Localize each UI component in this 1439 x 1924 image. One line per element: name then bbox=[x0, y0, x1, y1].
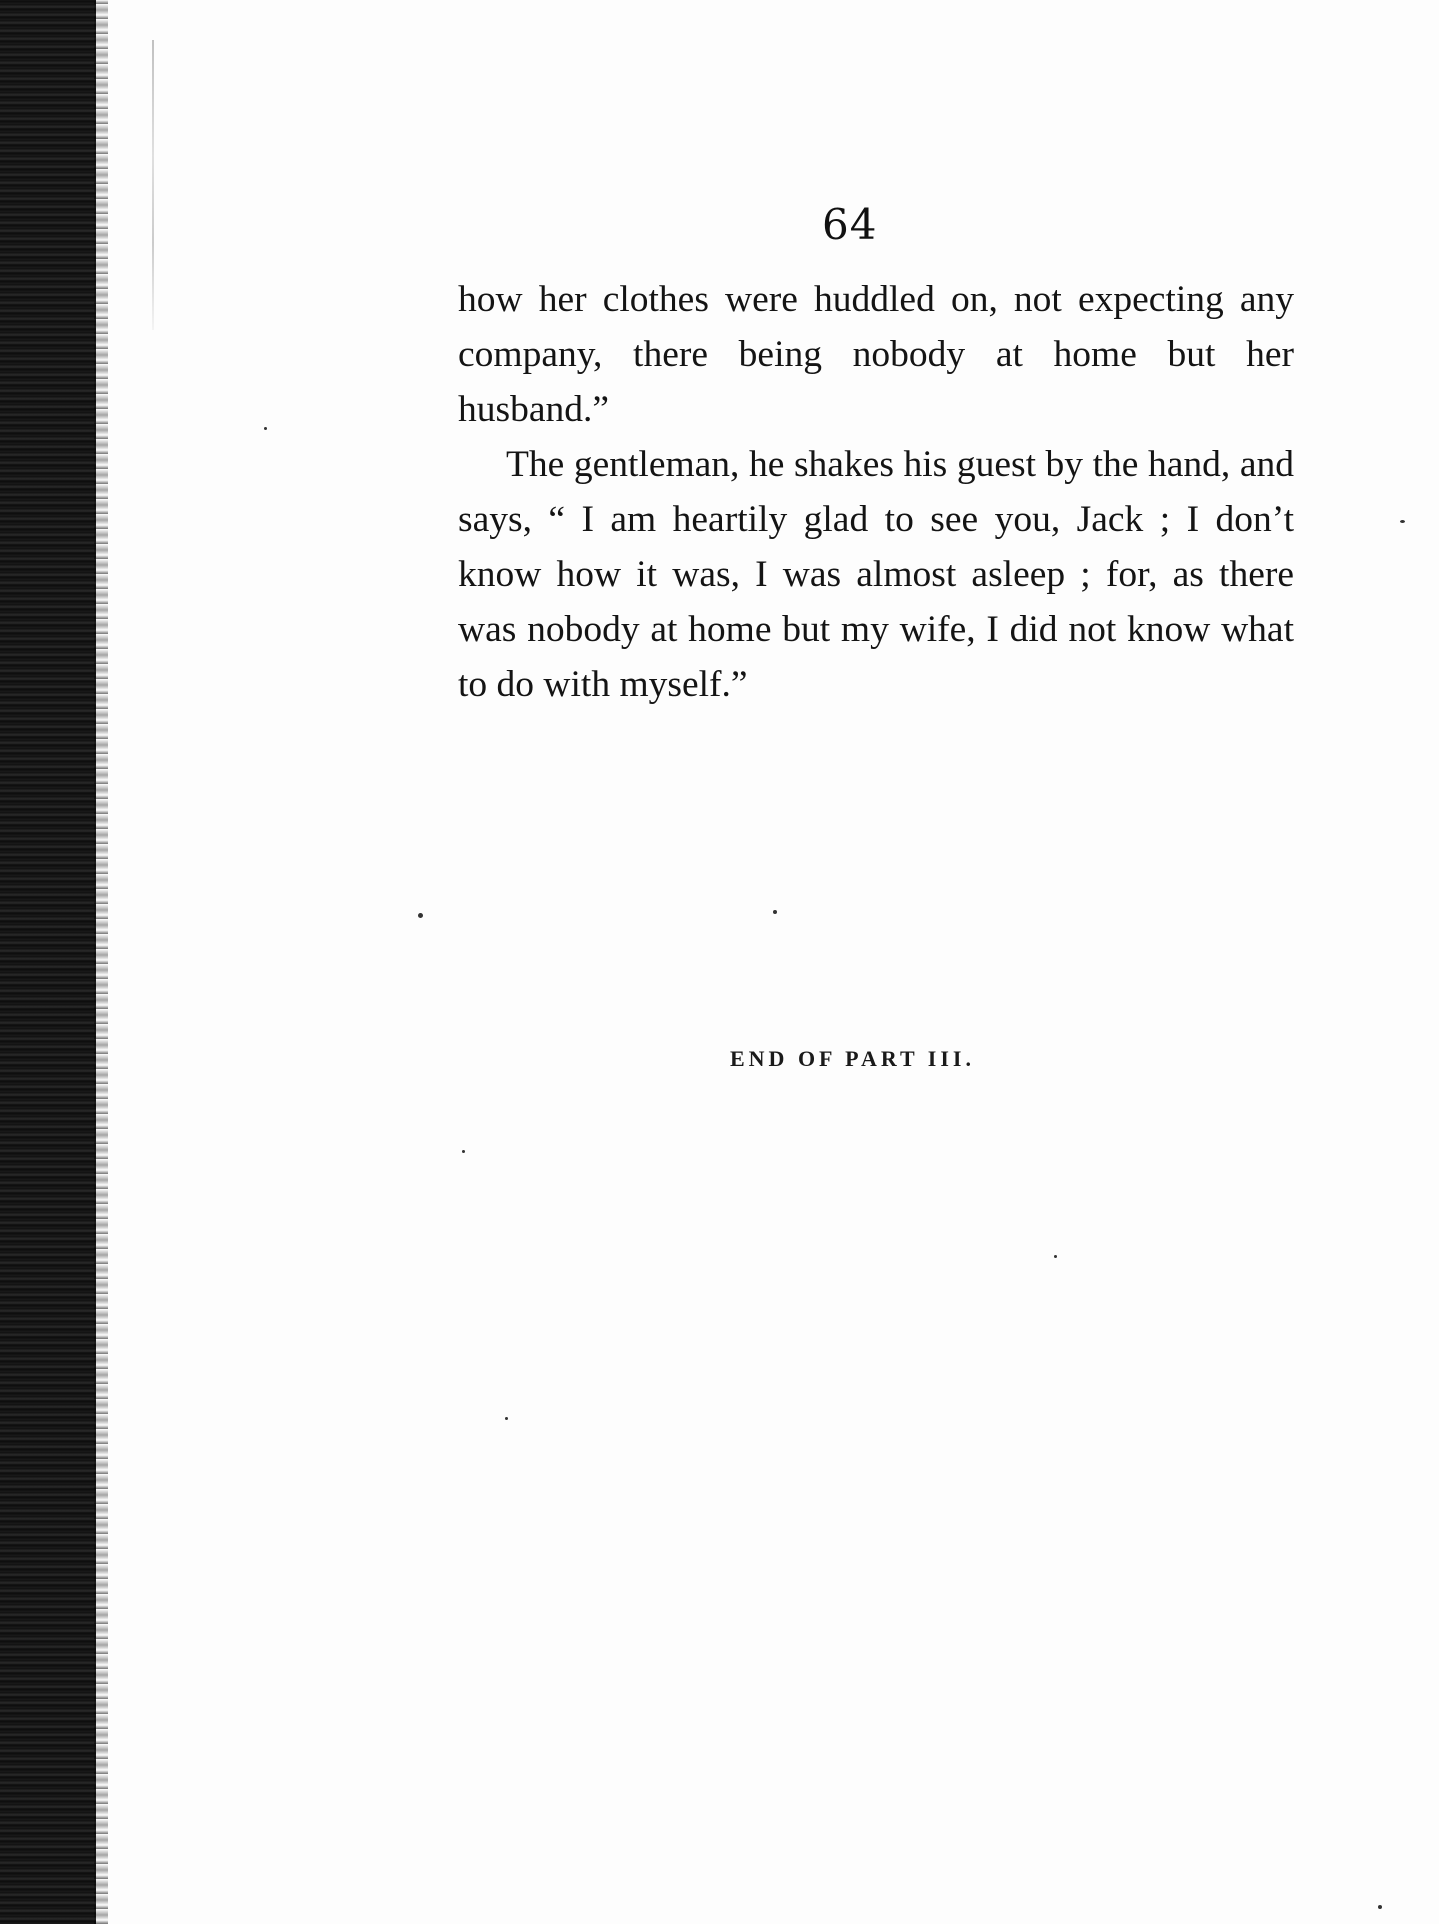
paragraph-continuation: how her clothes were huddled on, not expecting any company, there being nobody at home but her husband.” bbox=[458, 279, 1294, 430]
end-of-part-marker: END OF PART III. bbox=[730, 1046, 975, 1071]
paragraph: The gentleman, he shakes his guest by the hand, and says, “ I am heartily glad to see you, Jack ; I don’t know how it was, I was almost asleep ; for, as there was nobody at home but my wife, I did not know what to do with myself.” bbox=[458, 444, 1294, 705]
body-text bbox=[458, 272, 1294, 712]
scan-speck bbox=[1054, 1255, 1057, 1258]
page-number: 64 bbox=[822, 200, 878, 249]
scan-speck bbox=[773, 910, 777, 914]
scan-speck bbox=[418, 913, 423, 918]
scan-speck bbox=[462, 1150, 465, 1153]
page-edge-shadow bbox=[152, 40, 154, 330]
scan-speck bbox=[264, 427, 267, 430]
scan-speck bbox=[1378, 1905, 1382, 1909]
scan-speck bbox=[505, 1417, 508, 1420]
book-binding-gutter bbox=[0, 0, 96, 1924]
scan-speck bbox=[1400, 520, 1405, 523]
